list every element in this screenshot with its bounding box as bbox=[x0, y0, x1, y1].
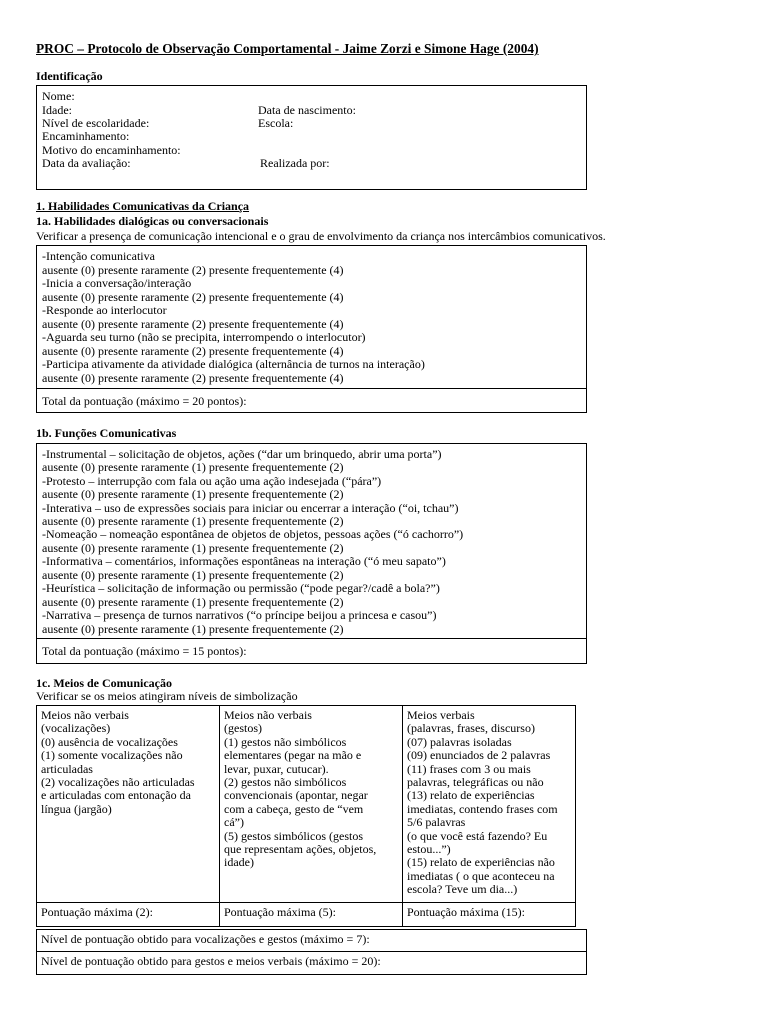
item-1a-2: -Inicia a conversação/interação bbox=[42, 276, 192, 290]
col2-line: com a cabeça, gesto de “vem bbox=[224, 801, 364, 816]
item-1a-5: ausente (0) presente raramente (2) presente frequentemente (4) bbox=[42, 317, 344, 331]
col2-line: que representam ações, objetos, bbox=[224, 842, 377, 857]
idade-label: Idade: bbox=[42, 103, 72, 117]
item-1b-6: -Nomeação – nomeação espontânea de objetos de objetos, pessoas ações (“ó cachorro”) bbox=[42, 527, 464, 541]
item-1a-0: -Intenção comunicativa bbox=[42, 249, 155, 263]
col1-line: (0) ausência de vocalizações bbox=[41, 734, 178, 749]
total-1b-label: Total da pontuação (máximo = 15 pontos): bbox=[42, 644, 247, 658]
item-1b-7: ausente (0) presente raramente (1) presente frequentemente (2) bbox=[42, 541, 344, 555]
col2-line: (1) gestos não simbólicos bbox=[224, 734, 347, 749]
nivel-vocalizacoes-gestos-label: Nível de pontuação obtido para vocalizações e gestos (máximo = 7): bbox=[41, 932, 370, 946]
section-1c-heading: 1c. Meios de Comunicação bbox=[36, 676, 172, 690]
col3-line: (15) relato de experiências não bbox=[407, 855, 555, 870]
col1-line: (1) somente vocalizações não bbox=[41, 748, 183, 763]
col2-line: Meios não verbais bbox=[224, 708, 312, 722]
item-1b-9: ausente (0) presente raramente (1) presente frequentemente (2) bbox=[42, 568, 344, 582]
col2-line: levar, puxar, cutucar). bbox=[224, 761, 329, 776]
col2-line: idade) bbox=[224, 855, 254, 870]
col2-line: cá”) bbox=[224, 815, 244, 830]
col3-line: (09) enunciados de 2 palavras bbox=[407, 748, 551, 763]
realizada-por-label: Realizada por: bbox=[260, 156, 330, 170]
item-1a-7: ausente (0) presente raramente (2) presente frequentemente (4) bbox=[42, 344, 344, 358]
col3-line: imediatas ( o que aconteceu na bbox=[407, 868, 555, 883]
col3-line: (palavras, frases, discurso) bbox=[407, 721, 535, 736]
section-1b-box bbox=[36, 443, 587, 664]
max-verbais-cell bbox=[402, 902, 576, 927]
max-gestos-label: Pontuação máxima (5): bbox=[224, 905, 336, 919]
col2-line: (gestos) bbox=[224, 721, 262, 736]
max-vocalizacoes-cell bbox=[36, 902, 220, 927]
max-vocalizacoes-label: Pontuação máxima (2): bbox=[41, 905, 153, 919]
nivel-vocalizacoes-gestos-cell bbox=[36, 929, 587, 952]
col1-line: Meios não verbais bbox=[41, 708, 129, 722]
nome-label: Nome: bbox=[42, 89, 75, 103]
col2-line: convencionais (apontar, negar bbox=[224, 788, 368, 803]
item-1b-4: -Interativa – uso de expressões sociais para iniciar ou encerrar a interação (“oi, tchau”) bbox=[42, 501, 459, 515]
nivel-gestos-verbais-cell bbox=[36, 951, 587, 975]
col3-line: (07) palavras isoladas bbox=[407, 734, 512, 749]
col3-line: palavras, telegráficas ou não bbox=[407, 775, 544, 790]
identificacao-box bbox=[36, 85, 587, 190]
item-1b-10: -Heurística – solicitação de informação ou permissão (“pode pegar?/cadê a bola?”) bbox=[42, 581, 440, 595]
item-1b-2: -Protesto – interrupção com fala ou ação uma ação indesejada (“pára”) bbox=[42, 474, 382, 488]
col-gestos bbox=[219, 705, 403, 903]
item-1b-8: -Informativa – comentários, informações espontâneas na interação (“ó meu sapato”) bbox=[42, 554, 446, 568]
divider bbox=[37, 388, 586, 389]
item-1b-0: -Instrumental – solicitação de objetos, ações (“dar um brinquedo, abrir uma porta”) bbox=[42, 447, 442, 461]
col1-line: e articuladas com entonação da bbox=[41, 788, 191, 803]
item-1b-12: -Narrativa – presença de turnos narrativos (“o príncipe beijou a princesa e casou”) bbox=[42, 608, 437, 622]
col3-line: imediatas, contendo frases com bbox=[407, 801, 558, 816]
section-1-heading: 1. Habilidades Comunicativas da Criança bbox=[36, 199, 250, 213]
max-gestos-cell bbox=[219, 902, 403, 927]
item-1a-4: -Responde ao interlocutor bbox=[42, 303, 167, 317]
data-avaliacao-label: Data da avaliação: bbox=[42, 156, 131, 170]
motivo-label: Motivo do encaminhamento: bbox=[42, 143, 181, 157]
section-1c-description: Verificar se os meios atingiram níveis de simbolização bbox=[36, 689, 298, 703]
col3-line: (o que você está fazendo? Eu bbox=[407, 828, 548, 843]
col1-line: (2) vocalizações não articuladas bbox=[41, 775, 195, 790]
col2-line: (5) gestos simbólicos (gestos bbox=[224, 828, 363, 843]
item-1a-3: ausente (0) presente raramente (2) presente frequentemente (4) bbox=[42, 290, 344, 304]
item-1b-1: ausente (0) presente raramente (1) presente frequentemente (2) bbox=[42, 460, 344, 474]
encaminhamento-label: Encaminhamento: bbox=[42, 129, 130, 143]
col-vocalizacoes bbox=[36, 705, 220, 903]
col3-line: estou...”) bbox=[407, 842, 451, 857]
item-1a-8: -Participa ativamente da atividade dialógica (alternância de turnos na interação) bbox=[42, 357, 425, 371]
item-1a-6: -Aguarda seu turno (não se precipita, interrompendo o interlocutor) bbox=[42, 330, 366, 344]
col1-line: (vocalizações) bbox=[41, 721, 111, 736]
section-1a-box bbox=[36, 245, 587, 413]
section-1a-heading: 1a. Habilidades dialógicas ou conversacionais bbox=[36, 214, 269, 228]
section-1a-description: Verificar a presença de comunicação intencional e o grau de envolvimento da criança nos intercâmbios comunicativos. bbox=[36, 229, 606, 243]
document-title: PROC – Protocolo de Observação Comportamental - Jaime Zorzi e Simone Hage (2004) bbox=[36, 41, 539, 56]
col1-line: articuladas bbox=[41, 761, 93, 776]
max-verbais-label: Pontuação máxima (15): bbox=[407, 905, 525, 919]
col1-line: língua (jargão) bbox=[41, 801, 112, 816]
nivel-escolaridade-label: Nível de escolaridade: bbox=[42, 116, 150, 130]
col2-line: (2) gestos não simbólicos bbox=[224, 775, 347, 790]
col3-line: 5/6 palavras bbox=[407, 815, 466, 830]
item-1b-13: ausente (0) presente raramente (1) presente frequentemente (2) bbox=[42, 622, 344, 636]
item-1b-5: ausente (0) presente raramente (1) presente frequentemente (2) bbox=[42, 514, 344, 528]
col3-line: (13) relato de experiências bbox=[407, 788, 535, 803]
section-1b-heading: 1b. Funções Comunicativas bbox=[36, 426, 177, 440]
item-1a-9: ausente (0) presente raramente (2) presente frequentemente (4) bbox=[42, 371, 344, 385]
col3-line: escola? Teve um dia...) bbox=[407, 882, 518, 897]
escola-label: Escola: bbox=[258, 116, 294, 130]
col3-line: (11) frases com 3 ou mais bbox=[407, 761, 531, 776]
nivel-gestos-verbais-label: Nível de pontuação obtido para gestos e meios verbais (máximo = 20): bbox=[41, 954, 381, 968]
item-1b-11: ausente (0) presente raramente (1) presente frequentemente (2) bbox=[42, 595, 344, 609]
item-1b-3: ausente (0) presente raramente (1) presente frequentemente (2) bbox=[42, 487, 344, 501]
col3-line: Meios verbais bbox=[407, 708, 475, 722]
data-nascimento-label: Data de nascimento: bbox=[258, 103, 356, 117]
divider bbox=[37, 638, 586, 639]
col-meios-verbais bbox=[402, 705, 576, 903]
identificacao-heading: Identificação bbox=[36, 69, 103, 83]
col2-line: elementares (pegar na mão e bbox=[224, 748, 362, 763]
total-1a-label: Total da pontuação (máximo = 20 pontos): bbox=[42, 394, 247, 408]
item-1a-1: ausente (0) presente raramente (2) presente frequentemente (4) bbox=[42, 263, 344, 277]
